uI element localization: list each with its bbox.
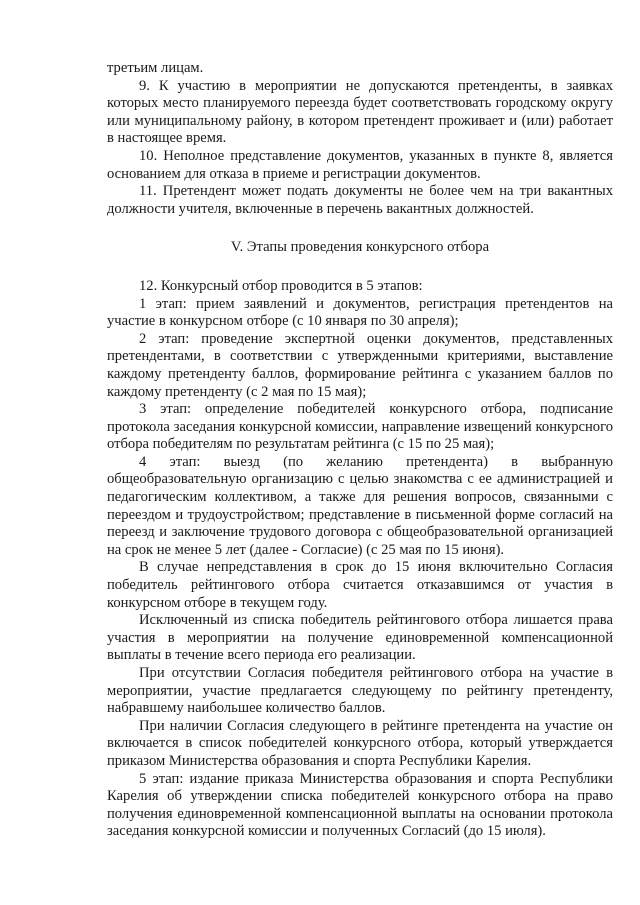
stage-3: 3 этап: определение победителей конкурсного отбора, подписание протокола заседания конкурсной комиссии, направление извещений конкурсного отбора победителям по результатам рейтинга (с 15 по 25 мая); — [107, 401, 613, 453]
paragraph-10: 10. Неполное представление документов, указанных в пункте 8, является основанием для отказа в приеме и регистрации документов. — [107, 147, 613, 182]
paragraph-12: 12. Конкурсный отбор проводится в 5 этапов: — [139, 277, 423, 294]
paragraph-continuation: третьим лицам. — [107, 60, 204, 76]
stage-4-note-excluded: Исключенный из списка победитель рейтингового отбора лишается права участия в мероприятии на получение единовременной компенсационной выплаты в течение всего периода его реализации. — [107, 612, 613, 664]
stage-1: 1 этап: прием заявлений и документов, регистрация претендентов на участие в конкурсном отборе (с 10 января по 30 апреля); — [107, 295, 613, 330]
paragraph-9: 9. К участию в мероприятии не допускаются претенденты, в заявках которых место планируемого переезда будет соответствовать городскому округу или муниципальному району, в котором претендент проживает и (или) работает в настоящее время. — [107, 77, 613, 147]
section-heading: V. Этапы проведения конкурсного отбора — [230, 239, 490, 256]
stage-4-note-deadline: В случае непредставления в срок до 15 июня включительно Согласия победитель рейтингового отбора считается отказавшимся от участия в конкурсном отборе в текущем году. — [107, 559, 613, 611]
stage-4-note-no-consent: При отсутствии Согласия победителя рейтингового отбора на участие в мероприятии, участие предлагается следующему по рейтингу претенденту, набравшему наибольшее количество баллов. — [107, 665, 613, 717]
paragraph-11: 11. Претендент может подать документы не более чем на три вакантных должности учителя, включенные в перечень вакантных должностей. — [107, 183, 613, 217]
stage-4: 4 этап: выезд (по желанию претендента) в выбранную общеобразовательную организацию с целью знакомства с ее администрацией и педагогическим коллективом, а также для решения вопросов, связанными с переездом и трудоустройством; представление в письменной форме согласий на переезд и заключение трудового договора с общеобразовательной организацией на срок не менее 5 лет (далее - Согласие) (с 25 мая по 15 июня). — [107, 453, 613, 558]
stage-5: 5 этап: издание приказа Министерства образования и спорта Республики Карелия об утверждении списка победителей конкурсного отбора на право получения единовременной компенсационной выплаты на основании протокола заседания конкурсной комиссии и полученных Согласий (до 15 июля). — [107, 770, 613, 840]
stage-2: 2 этап: проведение экспертной оценки документов, представленных претендентами, в соответствии с утвержденными критериями, выставление каждому претенденту баллов, формирование рейтинга с указанием баллов по каждому претенденту (с 2 мая по 15 мая); — [107, 330, 613, 400]
stage-4-note-next-candidate: При наличии Согласия следующего в рейтинге претендента на участие он включается в список победителей конкурсного отбора, который утверждается приказом Министерства образования и спорта Республики Карелия. — [107, 717, 613, 769]
document-body — [107, 60, 613, 841]
